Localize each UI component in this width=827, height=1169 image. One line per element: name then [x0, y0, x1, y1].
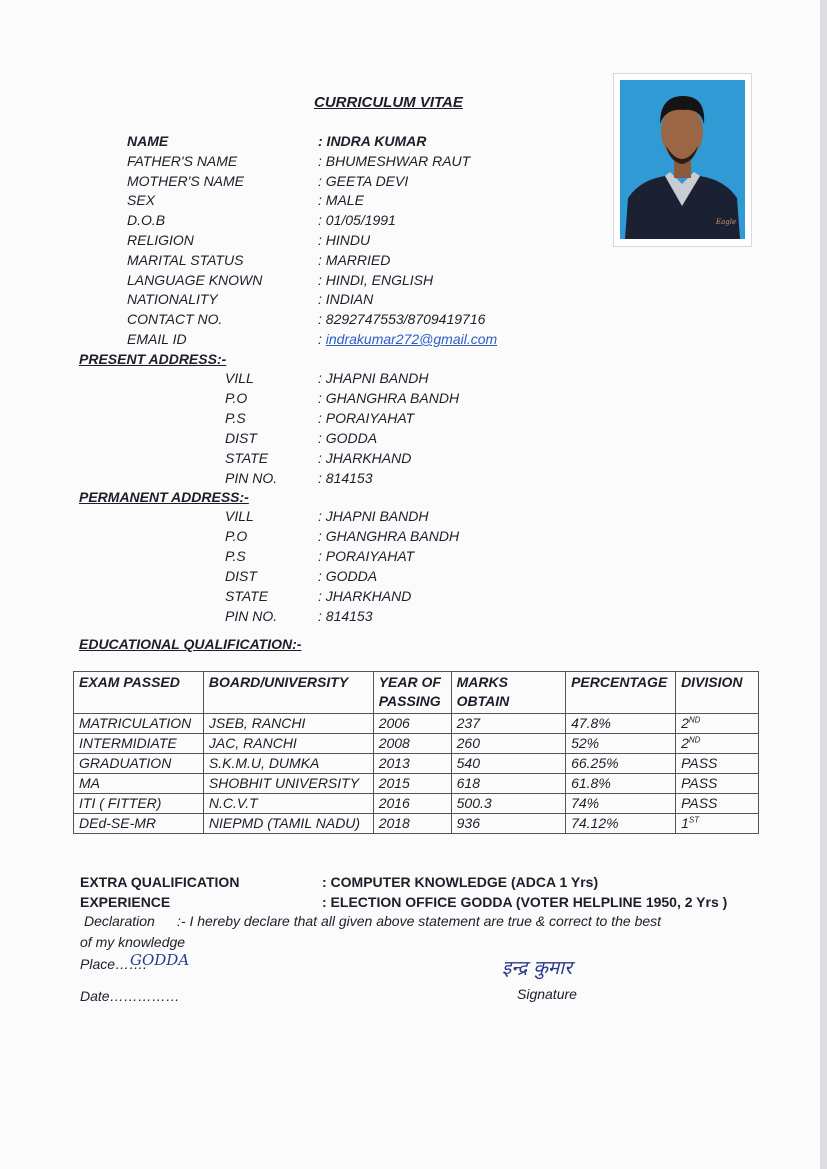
declaration-text: :- I hereby declare that all given above statement are true & correct to the best — [177, 913, 662, 929]
address-label: STATE — [225, 587, 269, 604]
division-suffix: ND — [688, 735, 701, 745]
cell-exam: MATRICULATION — [74, 714, 204, 734]
address-label: P.O — [225, 389, 248, 406]
address-label: PIN NO. — [225, 469, 278, 486]
email-colon: : — [318, 331, 326, 347]
division-suffix: ST — [688, 815, 700, 825]
address-label: P.O — [225, 527, 248, 544]
cell-division — [676, 794, 759, 814]
personal-label: FATHER'S NAME — [127, 152, 238, 169]
document-title: CURRICULUM VITAE — [314, 94, 463, 111]
cell-division — [676, 714, 759, 734]
table-row — [74, 814, 759, 834]
personal-label: MOTHER'S NAME — [127, 172, 245, 189]
personal-value: : HINDI, ENGLISH — [318, 271, 434, 288]
email-link[interactable]: indrakumar272@gmail.com — [325, 331, 498, 347]
cell-year: 2018 — [373, 814, 451, 834]
cell-division — [676, 734, 759, 754]
address-value: : 814153 — [318, 469, 373, 486]
address-value: : GHANGHRA BANDH — [318, 527, 460, 544]
place-label: Place……. — [80, 956, 147, 972]
svg-text:Eagle: Eagle — [716, 218, 737, 226]
header-board: BOARD/UNIVERSITY — [203, 672, 373, 714]
address-value: : 814153 — [318, 607, 373, 624]
header-division: DIVISION — [676, 672, 759, 714]
table-row — [74, 754, 759, 774]
address-value: : GODDA — [318, 567, 378, 584]
education-table — [73, 671, 759, 834]
table-row — [74, 734, 759, 754]
personal-value: : MALE — [318, 192, 364, 209]
cell-board: NIEPMD (TAMIL NADU) — [203, 814, 373, 834]
address-label: PIN NO. — [225, 607, 278, 624]
personal-label: NATIONALITY — [127, 291, 218, 308]
address-value: : JHAPNI BANDH — [318, 508, 429, 524]
cell-marks: 260 — [451, 734, 565, 754]
personal-value: : 8292747553/8709419716 — [318, 311, 486, 328]
address-value: : PORAIYAHAT — [318, 547, 415, 564]
division-suffix: ND — [688, 715, 701, 725]
personal-value: : MARRIED — [318, 251, 391, 268]
cell-exam: GRADUATION — [74, 754, 204, 774]
profile-photo — [613, 73, 752, 247]
permanent-address-heading: PERMANENT ADDRESS:- — [79, 489, 249, 505]
cell-board: S.K.M.U, DUMKA — [203, 754, 373, 774]
cell-pct: 52% — [566, 734, 676, 754]
date-label: Date…………… — [80, 988, 180, 1004]
cell-year: 2013 — [373, 754, 451, 774]
cell-board: JSEB, RANCHI — [203, 714, 373, 734]
cell-marks: 618 — [451, 774, 565, 794]
experience-label: EXPERIENCE — [80, 894, 171, 910]
cell-marks: 500.3 — [451, 794, 565, 814]
header-marks: MARKS OBTAIN — [451, 672, 565, 714]
personal-value: : INDRA KUMAR — [318, 133, 427, 149]
education-header-row — [74, 672, 759, 714]
address-label: VILL — [225, 370, 254, 386]
division-value: PASS — [681, 795, 718, 811]
header-exam: EXAM PASSED — [74, 672, 204, 714]
cell-exam: MA — [74, 774, 204, 794]
cell-year: 2015 — [373, 774, 451, 794]
address-label: STATE — [225, 449, 269, 466]
address-value: : GHANGHRA BANDH — [318, 389, 460, 406]
personal-value: : 01/05/1991 — [318, 212, 396, 229]
personal-label: LANGUAGE KNOWN — [127, 271, 263, 288]
email-label: EMAIL ID — [127, 331, 187, 347]
signature-label: Signature — [517, 986, 577, 1002]
cell-exam: ITI ( FITTER) — [74, 794, 204, 814]
extra-qualification-value: : COMPUTER KNOWLEDGE (ADCA 1 Yrs) — [322, 874, 599, 890]
personal-value: : BHUMESHWAR RAUT — [318, 152, 471, 169]
extra-qualification-label: EXTRA QUALIFICATION — [80, 874, 240, 890]
personal-label: D.O.B — [127, 212, 166, 229]
profile-photo-image — [620, 80, 745, 239]
cell-pct: 61.8% — [566, 774, 676, 794]
personal-value: : INDIAN — [318, 291, 374, 308]
table-row — [74, 794, 759, 814]
personal-label: SEX — [127, 192, 156, 209]
education-heading: EDUCATIONAL QUALIFICATION:- — [79, 636, 302, 652]
division-value: PASS — [681, 775, 718, 791]
personal-label: CONTACT NO. — [127, 311, 223, 328]
cell-exam: DEd-SE-MR — [74, 814, 204, 834]
cell-pct: 66.25% — [566, 754, 676, 774]
address-label: DIST — [225, 429, 257, 446]
cell-marks: 540 — [451, 754, 565, 774]
declaration-label: Declaration — [84, 913, 155, 929]
personal-value: : GEETA DEVI — [318, 172, 409, 189]
division-value: 2 — [681, 715, 689, 731]
address-value: : GODDA — [318, 429, 378, 446]
cell-year: 2016 — [373, 794, 451, 814]
place-handwritten: GODDA — [130, 951, 190, 969]
table-row — [74, 714, 759, 734]
address-value: : JHARKHAND — [318, 587, 412, 604]
cell-board: N.C.V.T — [203, 794, 373, 814]
personal-label: RELIGION — [127, 232, 194, 248]
present-address-heading: PRESENT ADDRESS:- — [79, 351, 227, 367]
cell-board: JAC, RANCHI — [203, 734, 373, 754]
personal-label: NAME — [127, 133, 169, 149]
division-value: 1 — [681, 815, 689, 831]
cell-exam: INTERMIDIATE — [74, 734, 204, 754]
signature-handwritten: इन्द्र कुमार — [502, 957, 572, 979]
address-value: : JHAPNI BANDH — [318, 370, 429, 386]
cell-pct: 47.8% — [566, 714, 676, 734]
cell-division — [676, 754, 759, 774]
cell-pct: 74.12% — [566, 814, 676, 834]
cell-year: 2008 — [373, 734, 451, 754]
declaration-text-continued: of my knowledge — [80, 934, 186, 950]
cell-division — [676, 774, 759, 794]
cell-pct: 74% — [566, 794, 676, 814]
division-value: PASS — [681, 755, 718, 771]
email-row — [318, 331, 497, 347]
division-value: 2 — [681, 735, 689, 751]
address-label: P.S — [225, 547, 246, 564]
table-row — [74, 774, 759, 794]
cell-year: 2006 — [373, 714, 451, 734]
cell-division — [676, 814, 759, 834]
address-value: : JHARKHAND — [318, 449, 412, 466]
header-percentage: PERCENTAGE — [566, 672, 676, 714]
experience-value: : ELECTION OFFICE GODDA (VOTER HELPLINE 1950, 2 Yrs ) — [322, 894, 728, 910]
address-label: VILL — [225, 508, 254, 524]
cell-board: SHOBHIT UNIVERSITY — [203, 774, 373, 794]
header-year: YEAR OF PASSING — [373, 672, 451, 714]
cell-marks: 936 — [451, 814, 565, 834]
address-label: P.S — [225, 409, 246, 426]
cell-marks: 237 — [451, 714, 565, 734]
address-value: : PORAIYAHAT — [318, 409, 415, 426]
paper-edge — [820, 0, 827, 1169]
address-label: DIST — [225, 567, 257, 584]
personal-label: MARITAL STATUS — [127, 251, 244, 268]
personal-value: : HINDU — [318, 232, 371, 248]
